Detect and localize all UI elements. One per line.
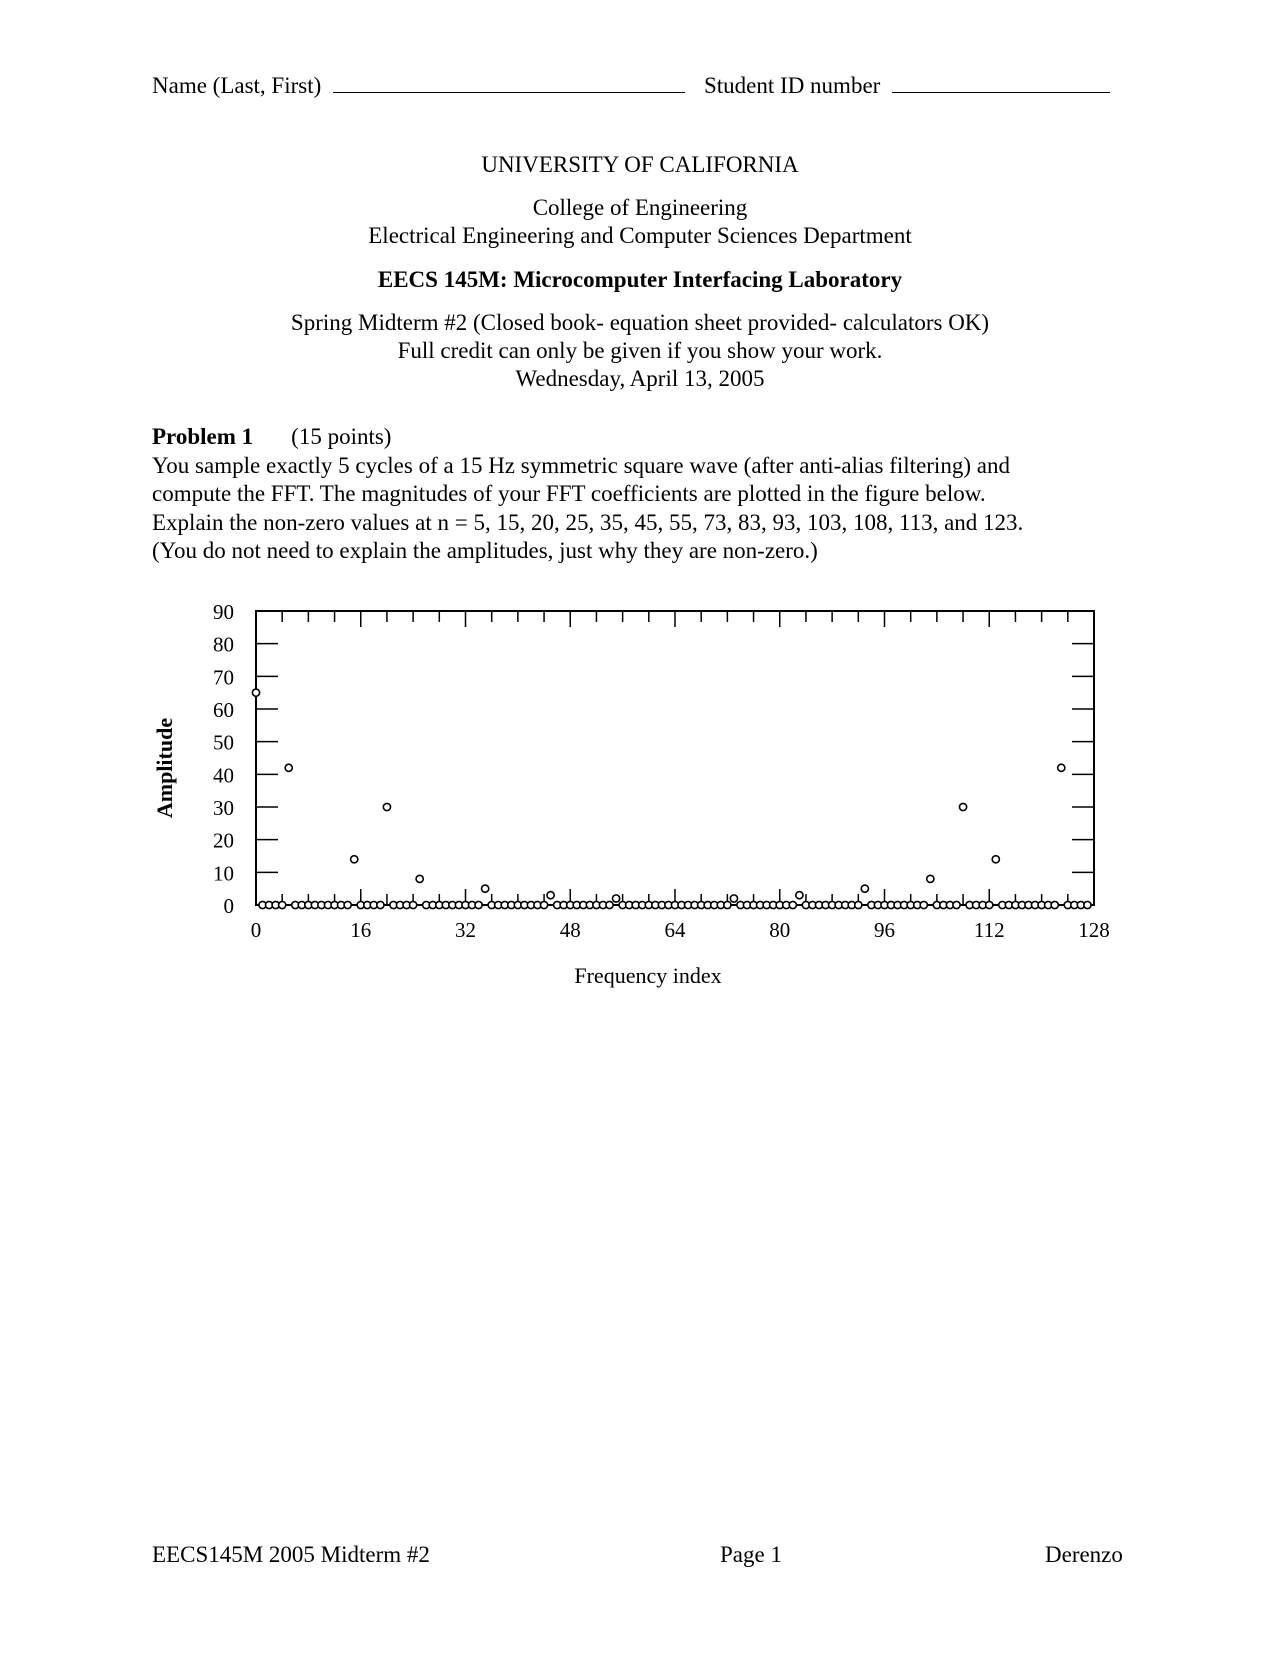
college-name: College of Engineering (532, 195, 748, 220)
data-point (540, 901, 547, 908)
data-point (1084, 901, 1091, 908)
x-tick-label: 112 (973, 918, 1005, 942)
data-point (279, 901, 286, 908)
exam-date: Wednesday, April 13, 2005 (515, 366, 765, 391)
data-point (861, 885, 868, 892)
data-point (547, 892, 554, 899)
data-point (953, 901, 960, 908)
data-point (730, 895, 737, 902)
y-tick-label: 10 (213, 861, 234, 886)
footer-left: EECS145M 2005 Midterm #2 (152, 1542, 430, 1567)
y-tick-label: 50 (213, 730, 234, 755)
data-point (377, 901, 384, 908)
data-point (959, 803, 966, 810)
x-tick-label: 64 (664, 918, 686, 942)
data-point (482, 885, 489, 892)
x-tick-label: 32 (455, 918, 476, 942)
data-point (920, 901, 927, 908)
data-point (416, 875, 423, 882)
data-point (1058, 764, 1065, 771)
data-point (252, 689, 259, 696)
data-point (612, 895, 619, 902)
x-tick-label: 128 (1078, 918, 1110, 942)
university-title: UNIVERSITY OF CALIFORNIA (481, 152, 799, 177)
problem-line: compute the FFT. The magnitudes of your FFT coefficients are plotted in the figure below. (152, 481, 986, 506)
data-point (1051, 901, 1058, 908)
y-tick-label: 70 (213, 665, 234, 690)
y-tick-label: 80 (213, 632, 234, 657)
data-point (351, 856, 358, 863)
y-tick-label: 0 (223, 894, 234, 918)
data-point (383, 803, 390, 810)
problem-line: (You do not need to explain the amplitudes, just why they are non-zero.) (152, 538, 818, 563)
data-point (724, 901, 731, 908)
data-point (855, 901, 862, 908)
course-title: EECS 145M: Microcomputer Interfacing Laboratory (377, 267, 903, 292)
department-name: Electrical Engineering and Computer Sciences Department (368, 223, 912, 248)
data-point (606, 901, 613, 908)
data-point (789, 901, 796, 908)
x-tick-label: 80 (769, 918, 791, 942)
data-point (285, 764, 292, 771)
data-point (927, 875, 934, 882)
x-tick-label: 0 (250, 918, 262, 942)
exam-title: Spring Midterm #2 (Closed book- equation sheet provided- calculators OK) (290, 310, 990, 335)
x-tick-label: 96 (874, 918, 895, 942)
data-point (410, 901, 417, 908)
data-point (986, 901, 993, 908)
plot-frame (256, 611, 1094, 905)
name-label: Name (Last, First) (152, 73, 322, 98)
problem-title: Problem 1 (152, 424, 254, 449)
data-point (344, 901, 351, 908)
footer-right: Derenzo (1045, 1542, 1123, 1567)
exam-note: Full credit can only be given if you show your work. (397, 338, 883, 363)
footer-page: Page 1 (720, 1542, 782, 1567)
y-tick-label: 40 (213, 763, 234, 788)
y-tick-label: 20 (213, 828, 234, 853)
y-tick-label: 60 (213, 698, 234, 722)
data-point (796, 892, 803, 899)
problem-line: Explain the non-zero values at n = 5, 15, 20, 25, 35, 45, 55, 73, 83, 93, 103, 108, 113, and 123. (152, 509, 1024, 535)
x-axis-label: Frequency index (574, 963, 722, 988)
y-axis-label: Amplitude (152, 717, 177, 819)
problem-points: (15 points) (291, 424, 392, 449)
x-tick-label: 16 (350, 918, 372, 942)
data-point (475, 901, 482, 908)
y-tick-label: 30 (213, 796, 234, 820)
problem-line: You sample exactly 5 cycles of a 15 Hz symmetric square wave (after anti-alias filtering) and (152, 452, 1010, 478)
y-tick-label: 90 (213, 600, 234, 624)
x-tick-label: 48 (559, 918, 581, 942)
data-point (992, 856, 999, 863)
student-id-label: Student ID number (704, 73, 881, 98)
